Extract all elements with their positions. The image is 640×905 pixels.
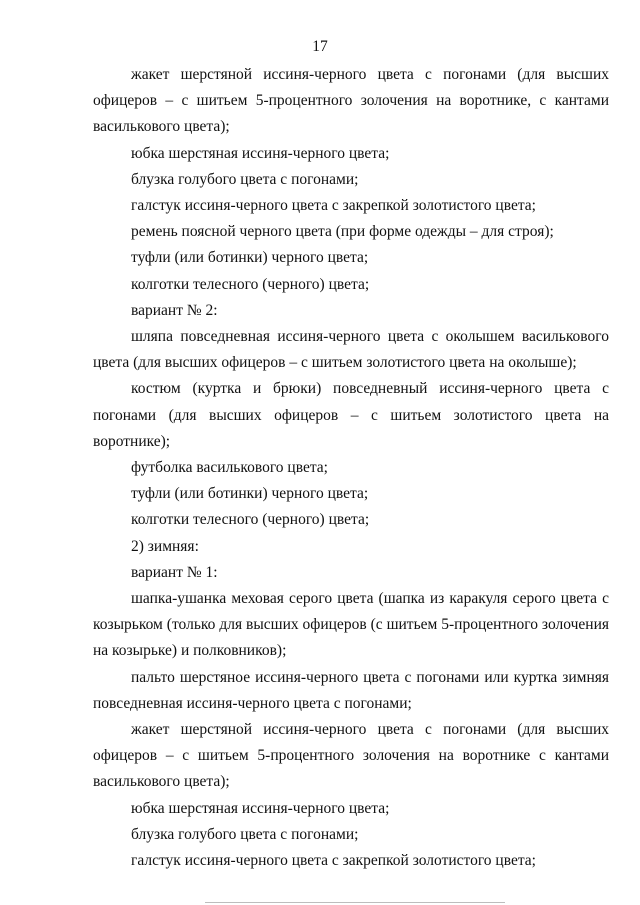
paragraph: жакет шерстяной иссиня-черного цвета с погонами (для высших офицеров – с шитьем 5-процентного золочения на воротнике с кантами василькового цвета); xyxy=(93,721,609,791)
document-body xyxy=(93,62,609,874)
paragraph: блузка голубого цвета с погонами; xyxy=(131,170,359,188)
paragraph: галстук иссиня-черного цвета с закрепкой золотистого цвета; xyxy=(131,197,536,215)
paragraph: юбка шерстяная иссиня-черного цвета; xyxy=(131,144,390,162)
paragraph: колготки телесного (черного) цвета; xyxy=(131,275,370,293)
paragraph: шляпа повседневная иссиня-черного цвета с околышем василькового цвета (для высших офицеров – с шитьем золотистого цвета на околыше); xyxy=(93,328,609,372)
paragraph: вариант № 1: xyxy=(131,563,218,581)
paragraph: туфли (или ботинки) черного цвета; xyxy=(131,485,369,503)
paragraph: туфли (или ботинки) черного цвета; xyxy=(131,249,369,267)
paragraph: вариант № 2: xyxy=(131,301,218,319)
paragraph: футболка василькового цвета; xyxy=(131,459,328,477)
paragraph: ремень поясной черного цвета (при форме одежды – для строя); xyxy=(131,223,554,241)
paragraph: пальто шерстяное иссиня-черного цвета с погонами или куртка зимняя повседневная иссиня-черного цвета с погонами; xyxy=(93,668,609,712)
paragraph: 2) зимняя: xyxy=(131,537,199,555)
paragraph: костюм (куртка и брюки) повседневный иссиня-черного цвета с погонами (для высших офицеров – с шитьем золотистого цвета на воротнике); xyxy=(93,380,609,450)
paragraph: колготки телесного (черного) цвета; xyxy=(131,511,370,529)
scan-edge-line xyxy=(205,902,505,903)
paragraph: галстук иссиня-черного цвета с закрепкой золотистого цвета; xyxy=(131,852,536,870)
paragraph: блузка голубого цвета с погонами; xyxy=(131,825,359,843)
paragraph: жакет шерстяной иссиня-черного цвета с погонами (для высших офицеров – с шитьем 5-процентного золочения на воротнике, с кантами василькового цвета); xyxy=(93,66,609,136)
paragraph: шапка-ушанка меховая серого цвета (шапка из каракуля серого цвета с козырьком (только для высших офицеров (с шитьем 5-процентного золочения на козырьке) и полковников); xyxy=(93,590,609,660)
paragraph: юбка шерстяная иссиня-черного цвета; xyxy=(131,799,390,817)
page-number: 17 xyxy=(312,38,328,55)
